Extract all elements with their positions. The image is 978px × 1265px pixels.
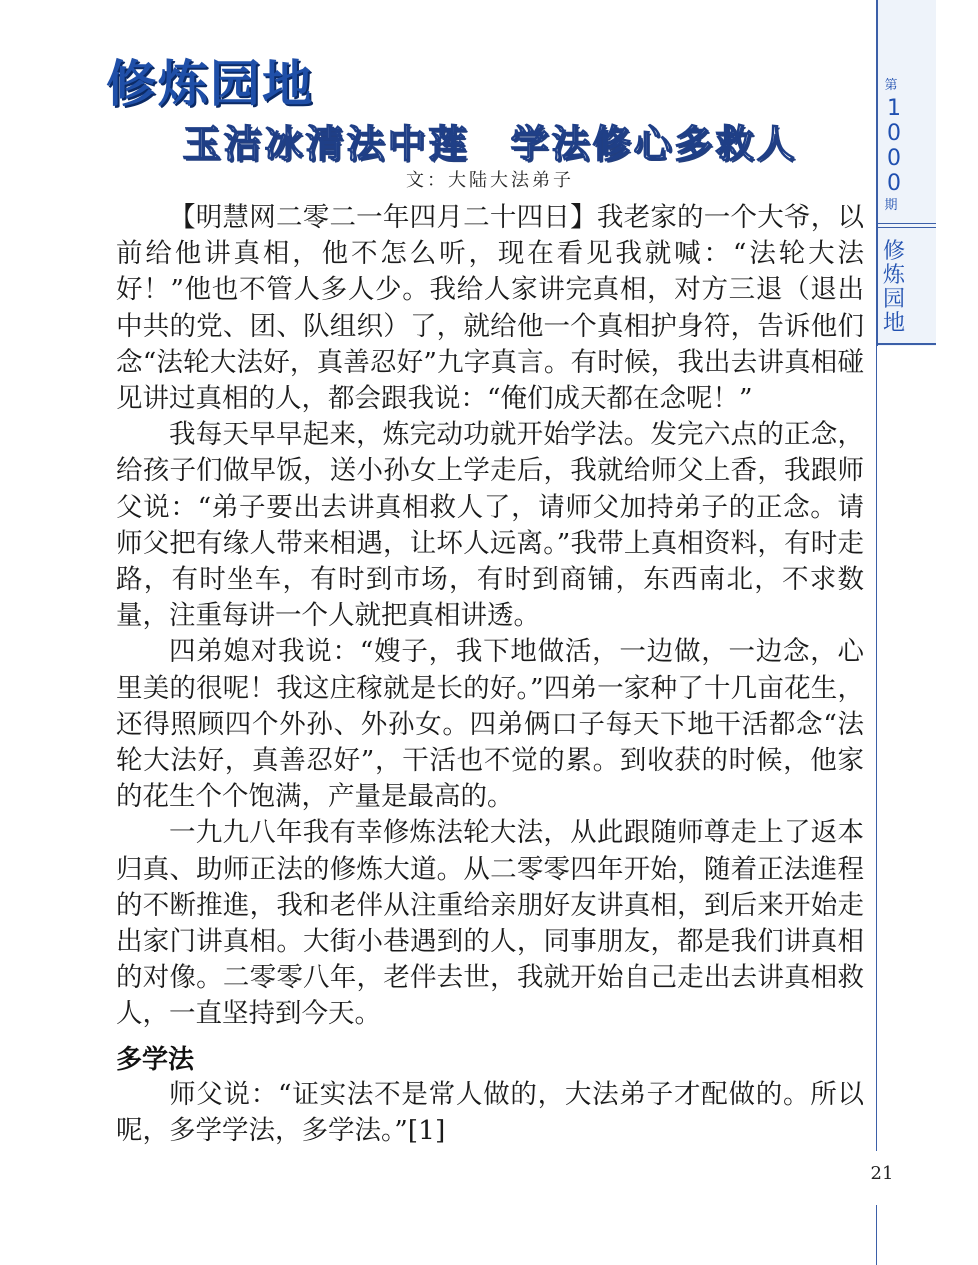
article-paragraph: 我每天早早起来，炼完动功就开始学法。发完六点的正念，给孩子们做早饭，送小孙女上学走后，我就给师父上香，我跟师父说：“弟子要出去讲真相救人了，请师父加持弟子的正念。请师父把有缘人带来相遇，让坏人远离。”我带上真相资料，有时走路，有时坐车，有时到市场，有时到商铺，东西南北，不求数量，注重每讲一个人就把真相讲透。: [116, 419, 864, 632]
article-body: [116, 200, 864, 1149]
issue-label: [878, 78, 936, 218]
page-number: 21: [870, 1163, 894, 1184]
article-paragraph: 师父说：“证实法不是常人做的，大法弟子才配做的。所以呢，多学学法，多学法。”[1]: [116, 1078, 864, 1146]
article-paragraph: 【明慧网二零二一年四月二十四日】我老家的一个大爷，以前给他讲真相，他不怎么听，现在看见我就喊：“法轮大法好！”他也不管人多人少。我给人家讲完真相，对方三退（退出中共的党、团、队组织）了，就给他一个真相护身符，告诉他们念“法轮大法好，真善忍好”九字真言。有时候，我出去讲真相碰见讲过真相的人，都会跟我说：“俺们成天都在念呢！”: [116, 202, 864, 415]
subheading: 多学法: [116, 1044, 195, 1075]
margin-rule: [876, 346, 877, 1151]
article-paragraph: 一九九八年我有幸修炼法轮大法，从此跟随师尊走上了返本归真、助师正法的修炼大道。从二零零四年开始，随着正法進程的不断推進，我和老伴从注重给亲朋好友讲真相，到后来开始走出家门讲真相。大街小巷遇到的人，同事朋友，都是我们讲真相的对像。二零零八年，老伴去世，我就开始自己走出去讲真相救人，一直坚持到今天。: [116, 817, 864, 1030]
issue-number: 1000: [887, 96, 901, 196]
issue-prefix: 第: [884, 78, 898, 93]
section-title: 修炼园地: [106, 55, 314, 113]
article-title: 玉洁冰清法中莲 学法修心多救人: [182, 122, 798, 166]
margin-rule-bottom: [876, 1205, 877, 1265]
side-tab-bottom-rule: [878, 343, 936, 345]
article-paragraph: 四弟媳对我说：“嫂子，我下地做活，一边做，一边念，心里美的很呢！我这庄稼就是长的好。”四弟一家种了十几亩花生，还得照顾四个外孙、外孙女。四弟俩口子每天下地干活都念“法轮大法好，真善忍好”，干活也不觉的累。到收获的时候，他家的花生个个饱满，产量是最高的。: [116, 636, 864, 813]
side-tab-divider: [878, 223, 936, 228]
side-tab: [876, 0, 936, 346]
byline: 文：大陆大法弟子: [406, 170, 574, 191]
issue-suffix: 期: [884, 198, 898, 213]
side-tab-section: 修炼园地: [883, 239, 906, 336]
